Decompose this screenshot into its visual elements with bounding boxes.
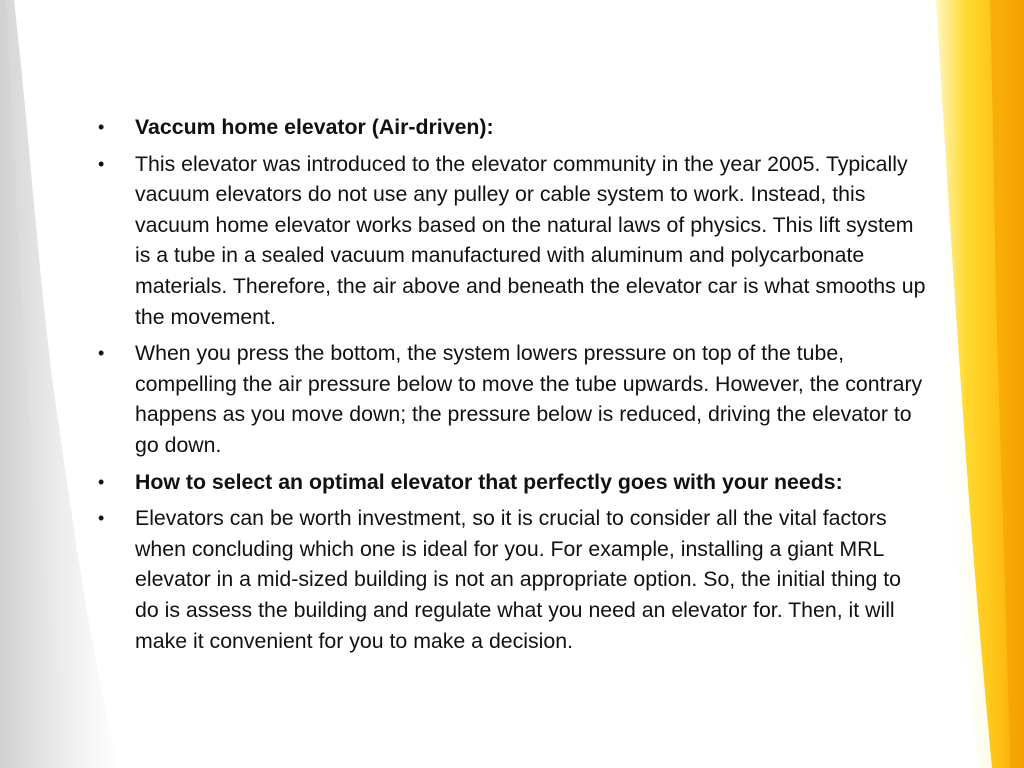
bullet-item xyxy=(96,467,926,498)
bullet-list xyxy=(96,112,926,656)
bullet-item xyxy=(96,503,926,656)
slide-content xyxy=(96,112,926,662)
bullet-item xyxy=(96,112,926,143)
bullet-heading-vacuum-elevator: Vaccum home elevator (Air-driven): xyxy=(135,115,494,139)
bullet-dot-icon: • xyxy=(98,117,105,137)
bullet-dot-icon: • xyxy=(98,153,105,174)
bullet-item xyxy=(96,338,926,460)
bullet-item xyxy=(96,149,926,333)
bullet-dot-icon: • xyxy=(98,471,105,492)
bullet-text: When you press the bottom, the system lowers pressure on top of the tube, compelling the air pressure below to move the tube upwards. However, the contrary happens as you move down; the pressure below is reduced, driving the elevator to go down. xyxy=(135,341,923,457)
bullet-dot-icon: • xyxy=(98,508,105,529)
bullet-dot-icon: • xyxy=(98,343,105,364)
bullet-heading-select-elevator: How to select an optimal elevator that perfectly goes with your needs: xyxy=(135,469,843,494)
bullet-text: Elevators can be worth investment, so it is crucial to consider all the vital factors when concluding which one is ideal for you. For example, installing a giant MRL elevator in a mid-sized building is not an appropriate option. So, the initial thing to do is assess the building and regulate what you need an elevator for. Then, it will make it convenient for you to make a decision. xyxy=(135,506,901,653)
bullet-text: This elevator was introduced to the elevator community in the year 2005. Typically vacuum elevators do not use any pulley or cable system to work. Instead, this vacuum home elevator works based on the natural laws of physics. This lift system is a tube in a sealed vacuum manufactured with aluminum and polycarbonate materials. Therefore, the air above and beneath the elevator car is what smooths up the movement. xyxy=(135,151,926,329)
